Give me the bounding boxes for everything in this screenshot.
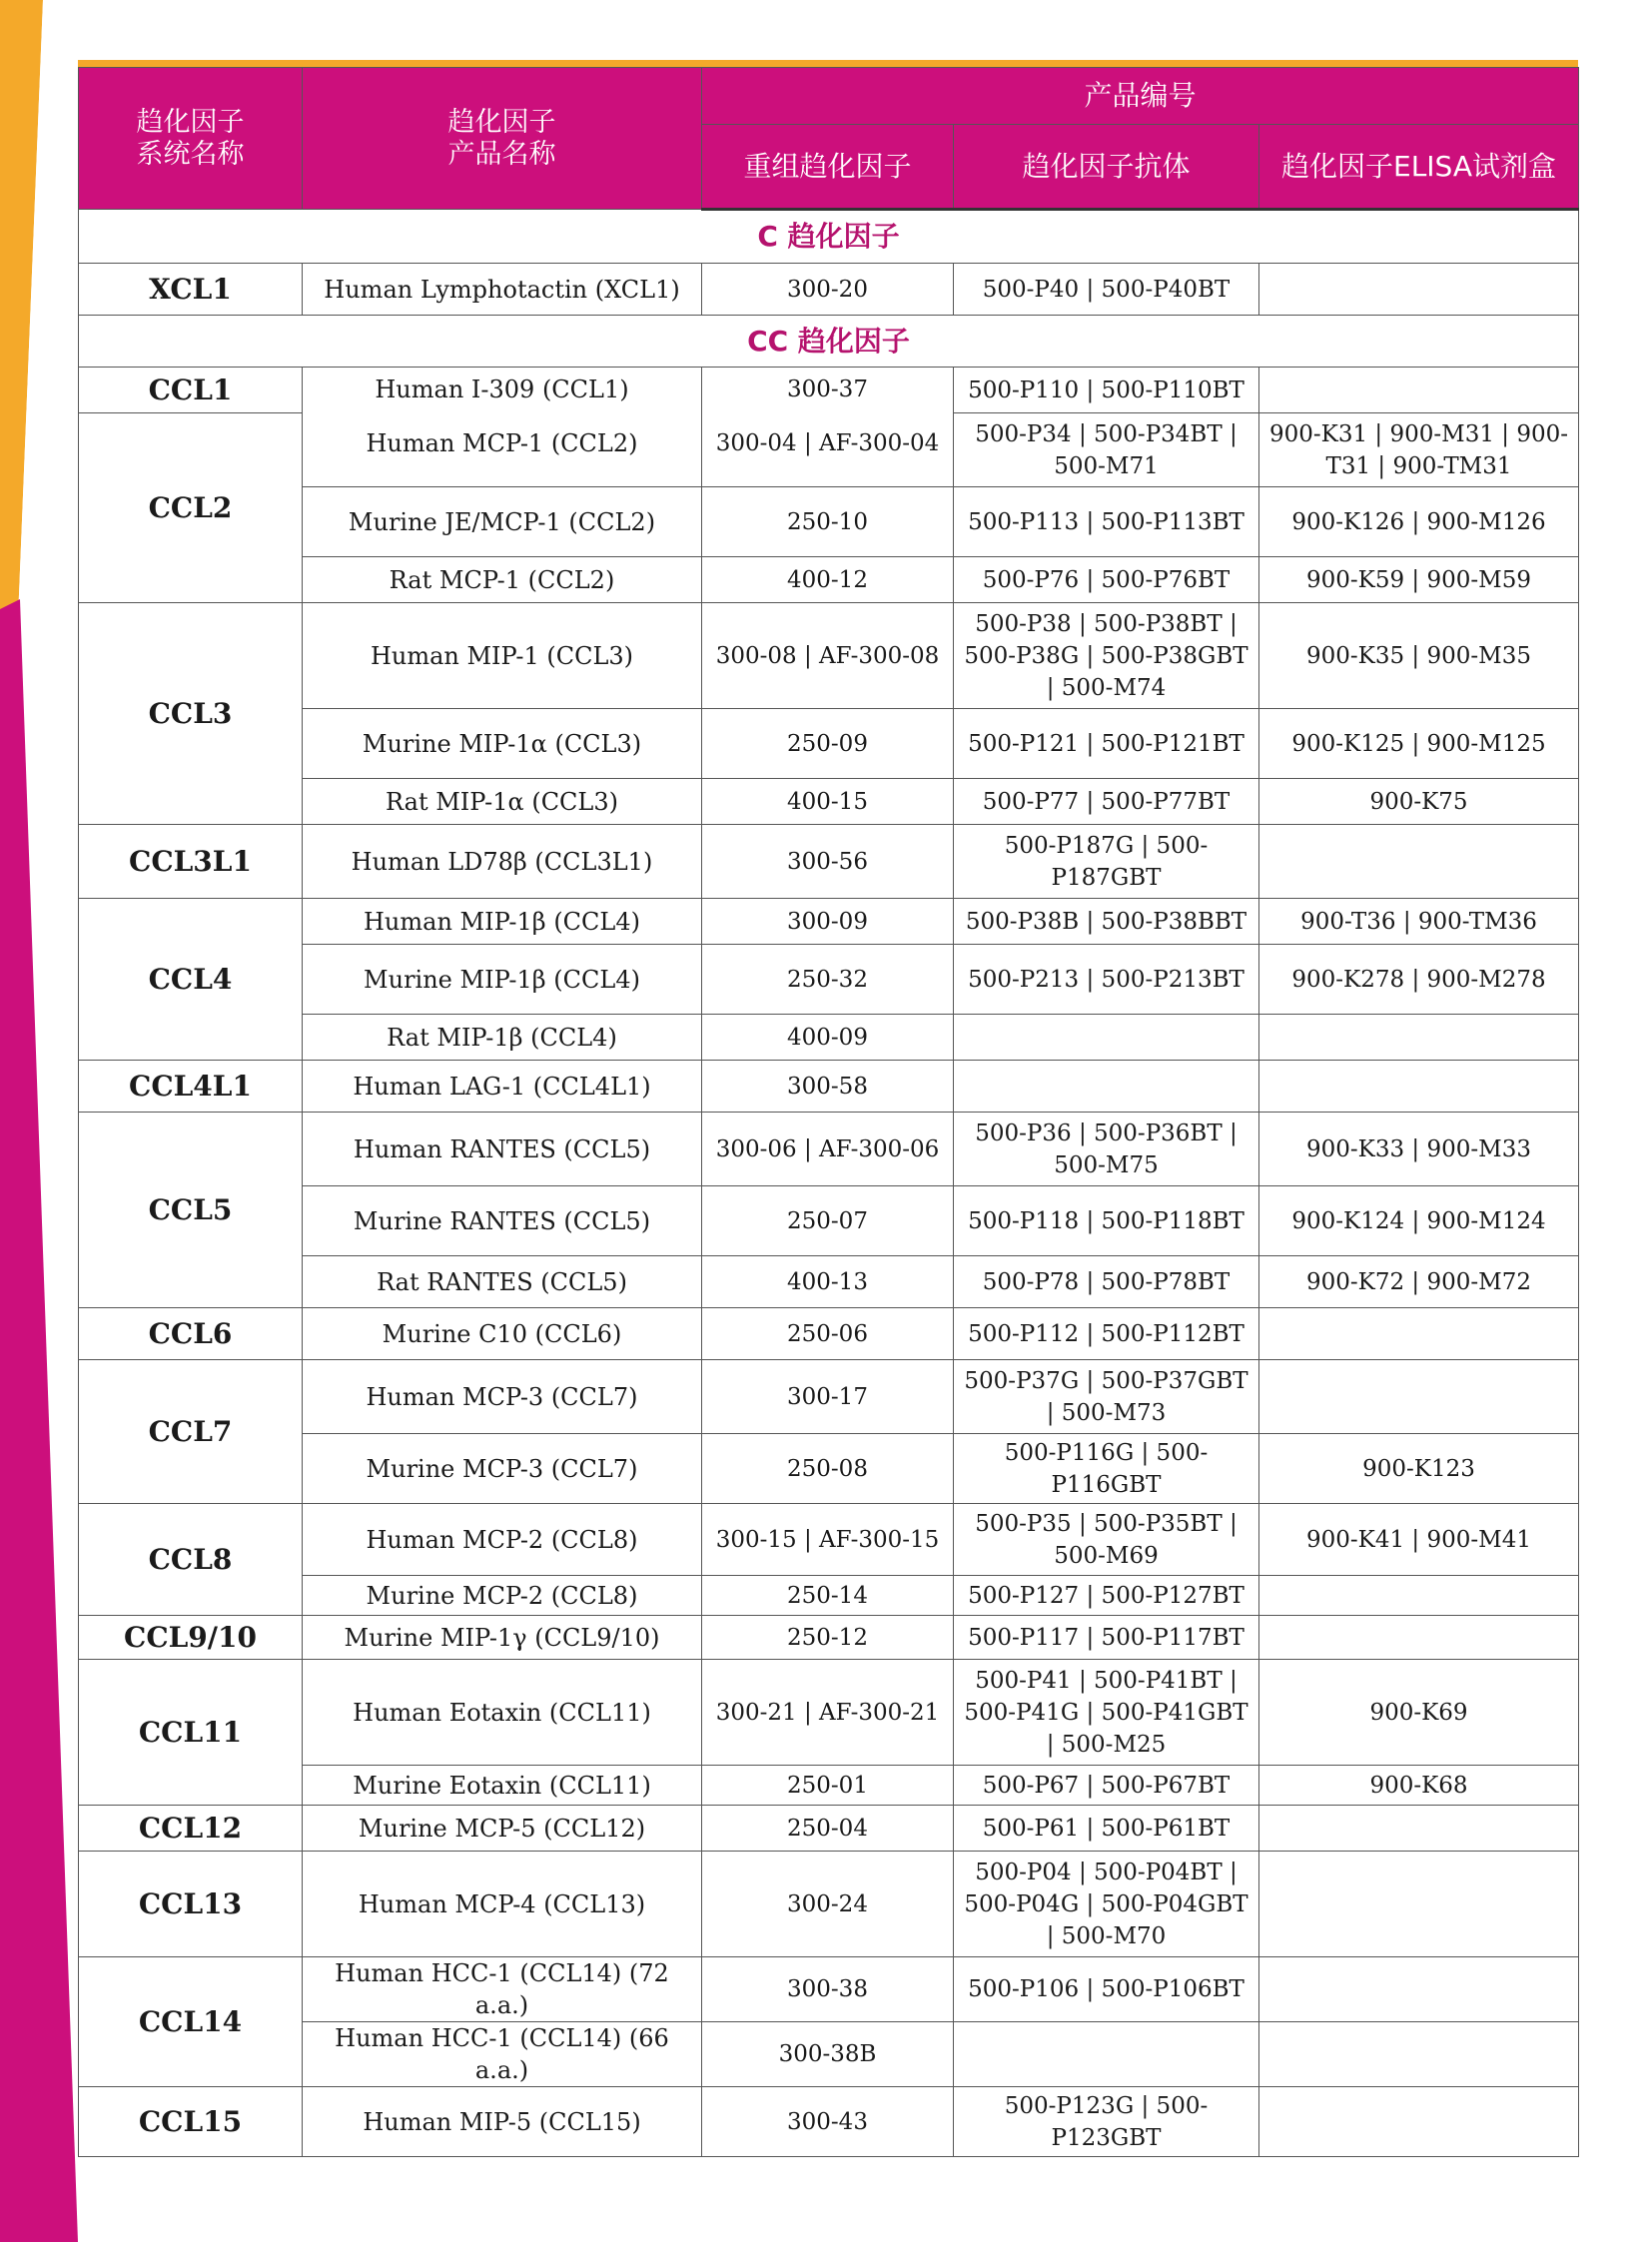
elisa-code: 900-K68: [1259, 1766, 1579, 1806]
elisa-code: [1259, 264, 1579, 316]
product-name: Human HCC-1 (CCL14) (66 a.a.): [303, 2022, 702, 2087]
recombinant-code: 300-43: [702, 2087, 954, 2157]
product-name: Human HCC-1 (CCL14) (72 a.a.): [303, 1957, 702, 2022]
elisa-code: 900-K35 | 900-M35: [1259, 603, 1579, 709]
elisa-code: 900-K125 | 900-M125: [1259, 709, 1579, 779]
antibody-code: 500-P37G | 500-P37GBT | 500-M73: [954, 1360, 1259, 1434]
product-name: Rat RANTES (CCL5): [303, 1256, 702, 1308]
system-name: XCL1: [79, 264, 303, 316]
product-name: Murine MCP-3 (CCL7): [303, 1434, 702, 1504]
elisa-code: 900-K69: [1259, 1660, 1579, 1766]
header-product-line2: 产品名称: [447, 138, 556, 170]
elisa-code: [1259, 1360, 1579, 1434]
product-name: Murine JE/MCP-1 (CCL2): [303, 487, 702, 557]
table-row: [79, 1616, 1579, 1660]
elisa-code: 900-K59 | 900-M59: [1259, 557, 1579, 603]
product-name: Murine MIP-1β (CCL4): [303, 945, 702, 1015]
recombinant-code: 300-08 | AF-300-08: [702, 603, 954, 709]
system-name: CCL7: [79, 1360, 303, 1504]
recombinant-code: 250-08: [702, 1434, 954, 1504]
product-name: Rat MCP-1 (CCL2): [303, 557, 702, 603]
antibody-code: 500-P112 | 500-P112BT: [954, 1308, 1259, 1360]
antibody-code: 500-P116G | 500-P116GBT: [954, 1434, 1259, 1504]
table-row: [79, 2087, 1579, 2157]
table-header: [79, 68, 1579, 210]
table-row: [79, 1766, 1579, 1806]
elisa-code: 900-K33 | 900-M33: [1259, 1113, 1579, 1186]
table-row: [79, 487, 1579, 557]
table-row: [79, 1806, 1579, 1852]
antibody-code: 500-P106 | 500-P106BT: [954, 1957, 1259, 2022]
product-name: Murine Eotaxin (CCL11): [303, 1766, 702, 1806]
product-name: Murine MCP-5 (CCL12): [303, 1806, 702, 1852]
system-name: CCL3L1: [79, 825, 303, 899]
recombinant-code: 300-20: [702, 264, 954, 316]
system-name: CCL8: [79, 1504, 303, 1616]
system-name: CCL14: [79, 1957, 303, 2087]
table-row: [79, 945, 1579, 1015]
header-recombinant: 重组趋化因子: [702, 125, 954, 210]
section-c-chemokine: C 趋化因子: [79, 210, 1579, 264]
header-system-line2: 系统名称: [136, 138, 245, 170]
antibody-code: 500-P67 | 500-P67BT: [954, 1766, 1259, 1806]
recombinant-code: 300-09: [702, 899, 954, 945]
antibody-code: 500-P35 | 500-P35BT | 500-M69: [954, 1504, 1259, 1576]
table-row: [79, 1360, 1579, 1434]
system-name: CCL5: [79, 1113, 303, 1308]
recombinant-code: 250-14: [702, 1576, 954, 1616]
table-row: [79, 779, 1579, 825]
product-name: Rat MIP-1α (CCL3): [303, 779, 702, 825]
system-name: CCL6: [79, 1308, 303, 1360]
recombinant-code: 400-12: [702, 557, 954, 603]
system-name: CCL11: [79, 1660, 303, 1806]
product-name: Human LD78β (CCL3L1): [303, 825, 702, 899]
system-name: CCL4: [79, 899, 303, 1061]
product-name: Murine MCP-2 (CCL8): [303, 1576, 702, 1616]
elisa-code: 900-K31 | 900-M31 | 900-T31 | 900-TM31: [1259, 413, 1579, 487]
antibody-code: [954, 2022, 1259, 2087]
antibody-code: 500-P78 | 500-P78BT: [954, 1256, 1259, 1308]
recombinant-code: 250-04: [702, 1806, 954, 1852]
header-elisa: 趋化因子ELISA试剂盒: [1259, 125, 1579, 210]
elisa-code: [1259, 1806, 1579, 1852]
system-name: CCL13: [79, 1852, 303, 1957]
product-name: Human MCP-2 (CCL8): [303, 1504, 702, 1576]
system-name: CCL12: [79, 1806, 303, 1852]
antibody-code: 500-P38B | 500-P38BBT: [954, 899, 1259, 945]
antibody-code: 500-P41 | 500-P41BT | 500-P41G | 500-P41GBT | 500-M25: [954, 1660, 1259, 1766]
header-system-name: [79, 68, 303, 210]
product-name: Human MCP-4 (CCL13): [303, 1852, 702, 1957]
side-decoration: [0, 0, 80, 2242]
elisa-code: [1259, 2087, 1579, 2157]
product-name: Human MCP-3 (CCL7): [303, 1360, 702, 1434]
recombinant-code: 300-06 | AF-300-06: [702, 1113, 954, 1186]
elisa-code: [1259, 1308, 1579, 1360]
product-name: Murine MIP-1γ (CCL9/10): [303, 1616, 702, 1660]
elisa-code: [1259, 1616, 1579, 1660]
recombinant-code: 400-15: [702, 779, 954, 825]
elisa-code: 900-K126 | 900-M126: [1259, 487, 1579, 557]
table-row: [79, 1576, 1579, 1616]
antibody-code: 500-P118 | 500-P118BT: [954, 1186, 1259, 1256]
table-row: [79, 2022, 1579, 2087]
system-name: CCL15: [79, 2087, 303, 2157]
antibody-code: 500-P187G | 500-P187GBT: [954, 825, 1259, 899]
top-accent-bar: [78, 60, 1578, 67]
system-name: CCL4L1: [79, 1061, 303, 1113]
elisa-code: [1259, 368, 1579, 413]
elisa-code: 900-K278 | 900-M278: [1259, 945, 1579, 1015]
product-name: Human MIP-1β (CCL4): [303, 899, 702, 945]
recombinant-code: 250-10: [702, 487, 954, 557]
antibody-code: [954, 1015, 1259, 1061]
product-name: Murine RANTES (CCL5): [303, 1186, 702, 1256]
table-row: [79, 1434, 1579, 1504]
product-name: Human Lymphotactin (XCL1): [303, 264, 702, 316]
product-name: Human Eotaxin (CCL11): [303, 1660, 702, 1766]
table-row: [79, 1660, 1579, 1766]
recombinant-code: 300-24: [702, 1852, 954, 1957]
table-row: [79, 603, 1579, 709]
elisa-code: [1259, 825, 1579, 899]
table-row: [79, 264, 1579, 316]
recombinant-ccl1: 300-37: [787, 376, 868, 402]
table-row: [79, 368, 1579, 413]
antibody-code: 500-P04 | 500-P04BT | 500-P04G | 500-P04GBT | 500-M70: [954, 1852, 1259, 1957]
header-product-name: [303, 68, 702, 210]
antibody-code: 500-P61 | 500-P61BT: [954, 1806, 1259, 1852]
recombinant-code: 250-12: [702, 1616, 954, 1660]
recombinant-code: 250-09: [702, 709, 954, 779]
table-row: [79, 1308, 1579, 1360]
elisa-code: 900-K72 | 900-M72: [1259, 1256, 1579, 1308]
antibody-code: 500-P110 | 500-P110BT: [954, 368, 1259, 413]
elisa-code: [1259, 1957, 1579, 2022]
recombinant-code: 300-56: [702, 825, 954, 899]
product-name: Murine MIP-1α (CCL3): [303, 709, 702, 779]
recombinant-code: 300-17: [702, 1360, 954, 1434]
product-name: Human MIP-5 (CCL15): [303, 2087, 702, 2157]
table-row: [79, 825, 1579, 899]
header-product-number: 产品编号: [702, 68, 1579, 125]
recombinant-code: 300-38B: [702, 2022, 954, 2087]
table-row: [79, 1504, 1579, 1576]
table-body: [79, 210, 1579, 2157]
antibody-code: 500-P127 | 500-P127BT: [954, 1576, 1259, 1616]
recombinant-code: 250-06: [702, 1308, 954, 1360]
table-row: [79, 1061, 1579, 1113]
header-antibody: 趋化因子抗体: [954, 125, 1259, 210]
elisa-code: 900-K75: [1259, 779, 1579, 825]
system-name: CCL3: [79, 603, 303, 825]
product-name: [303, 368, 702, 487]
recombinant-code: 250-01: [702, 1766, 954, 1806]
product-name: Rat MIP-1β (CCL4): [303, 1015, 702, 1061]
table-row: [79, 709, 1579, 779]
system-name: CCL2: [79, 413, 303, 603]
recombinant-code: 400-13: [702, 1256, 954, 1308]
table-row: [79, 1186, 1579, 1256]
product-name: Human RANTES (CCL5): [303, 1113, 702, 1186]
recombinant-ccl2: 300-04 | AF-300-04: [715, 430, 940, 456]
antibody-code: 500-P213 | 500-P213BT: [954, 945, 1259, 1015]
elisa-code: [1259, 2022, 1579, 2087]
antibody-code: 500-P36 | 500-P36BT | 500-M75: [954, 1113, 1259, 1186]
recombinant-code: [702, 368, 954, 487]
recombinant-code: 300-38: [702, 1957, 954, 2022]
antibody-code: 500-P40 | 500-P40BT: [954, 264, 1259, 316]
antibody-code: 500-P117 | 500-P117BT: [954, 1616, 1259, 1660]
antibody-code: 500-P113 | 500-P113BT: [954, 487, 1259, 557]
system-name: CCL1: [79, 368, 303, 413]
recombinant-code: 300-58: [702, 1061, 954, 1113]
recombinant-code: 400-09: [702, 1015, 954, 1061]
elisa-code: [1259, 1576, 1579, 1616]
product-name-ccl2: Human MCP-1 (CCL2): [366, 429, 638, 457]
recombinant-code: 300-21 | AF-300-21: [702, 1660, 954, 1766]
table-row: [79, 1113, 1579, 1186]
recombinant-code: 300-15 | AF-300-15: [702, 1504, 954, 1576]
table-row: [79, 1852, 1579, 1957]
product-name-ccl1: Human I-309 (CCL1): [375, 375, 629, 403]
antibody-code: 500-P76 | 500-P76BT: [954, 557, 1259, 603]
table-row: [79, 1256, 1579, 1308]
table-row: [79, 557, 1579, 603]
antibody-code: 500-P34 | 500-P34BT | 500-M71: [954, 413, 1259, 487]
product-name: Human LAG-1 (CCL4L1): [303, 1061, 702, 1113]
elisa-code: 900-K41 | 900-M41: [1259, 1504, 1579, 1576]
table-row: [79, 899, 1579, 945]
system-name: CCL9/10: [79, 1616, 303, 1660]
table-row: [79, 1015, 1579, 1061]
product-name: Human MIP-1 (CCL3): [303, 603, 702, 709]
header-product-line1: 趋化因子: [447, 106, 556, 138]
elisa-code: 900-K123: [1259, 1434, 1579, 1504]
antibody-code: 500-P123G | 500-P123GBT: [954, 2087, 1259, 2157]
elisa-code: [1259, 1061, 1579, 1113]
antibody-code: 500-P38 | 500-P38BT | 500-P38G | 500-P38GBT | 500-M74: [954, 603, 1259, 709]
recombinant-code: 250-07: [702, 1186, 954, 1256]
table-row: [79, 1957, 1579, 2022]
antibody-code: [954, 1061, 1259, 1113]
chemokine-table: [78, 67, 1579, 2157]
elisa-code: 900-K124 | 900-M124: [1259, 1186, 1579, 1256]
product-name: Murine C10 (CCL6): [303, 1308, 702, 1360]
elisa-code: [1259, 1015, 1579, 1061]
elisa-code: 900-T36 | 900-TM36: [1259, 899, 1579, 945]
antibody-code: 500-P121 | 500-P121BT: [954, 709, 1259, 779]
antibody-code: 500-P77 | 500-P77BT: [954, 779, 1259, 825]
section-cc-chemokine: CC 趋化因子: [79, 316, 1579, 368]
header-system-line1: 趋化因子: [136, 106, 245, 138]
elisa-code: [1259, 1852, 1579, 1957]
recombinant-code: 250-32: [702, 945, 954, 1015]
